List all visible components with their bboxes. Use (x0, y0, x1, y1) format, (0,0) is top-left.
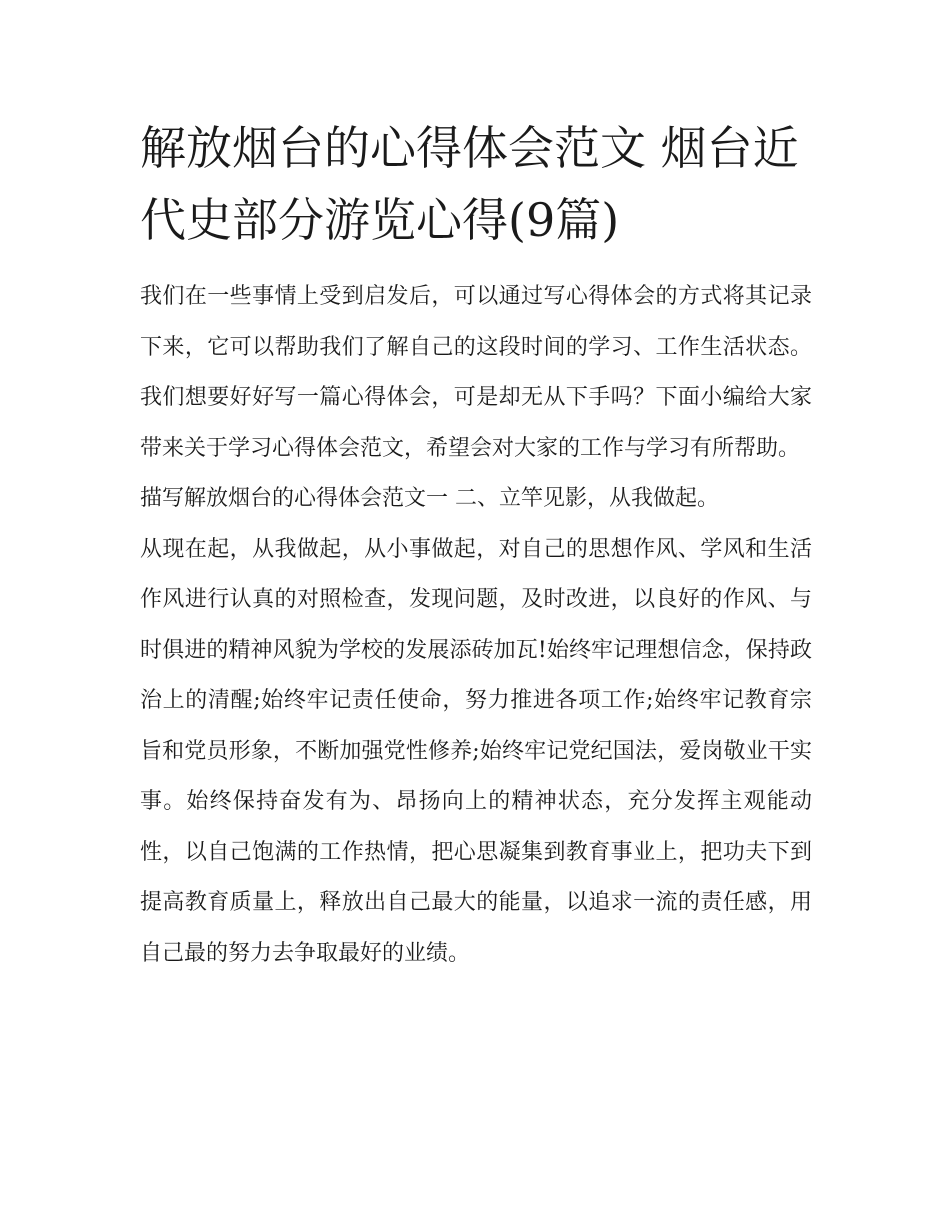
document-title: 解放烟台的心得体会范文 烟台近代史部分游览心得(9篇) (140, 121, 799, 247)
document-page (140, 112, 812, 979)
intro-paragraph: 我们在一些事情上受到启发后，可以通过写心得体会的方式将其记录下来，它可以帮助我们了解自己的这段时间的学习、工作生活状态。我们想要好好写一篇心得体会，可是却无从下手吗？下面小编给大家带来关于学习心得体会范文，希望会对大家的工作与学习有所帮助。 (140, 284, 812, 461)
body-paragraph: 从现在起，从我做起，从小事做起，对自己的思想作风、学风和生活作风进行认真的对照检查，发现问题，及时改进，以良好的作风、与时俱进的精神风貌为学校的发展添砖加瓦!始终牢记理想信念，保持政治上的清醒;始终牢记责任使命，努力推进各项工作;始终牢记教育宗旨和党员形象，不断加强党性修养;始终牢记党纪国法，爱岗敬业干实事。始终保持奋发有为、昂扬向上的精神状态，充分发挥主观能动性，以自己饱满的工作热情，把心思凝集到教育事业上，把功夫下到提高教育质量上，释放出自己最大的能量，以追求一流的责任感，用自己最的努力去争取最好的业绩。 (140, 536, 812, 966)
section-heading-paragraph: 描写解放烟台的心得体会范文一 二、立竿见影，从我做起。 (140, 486, 719, 511)
